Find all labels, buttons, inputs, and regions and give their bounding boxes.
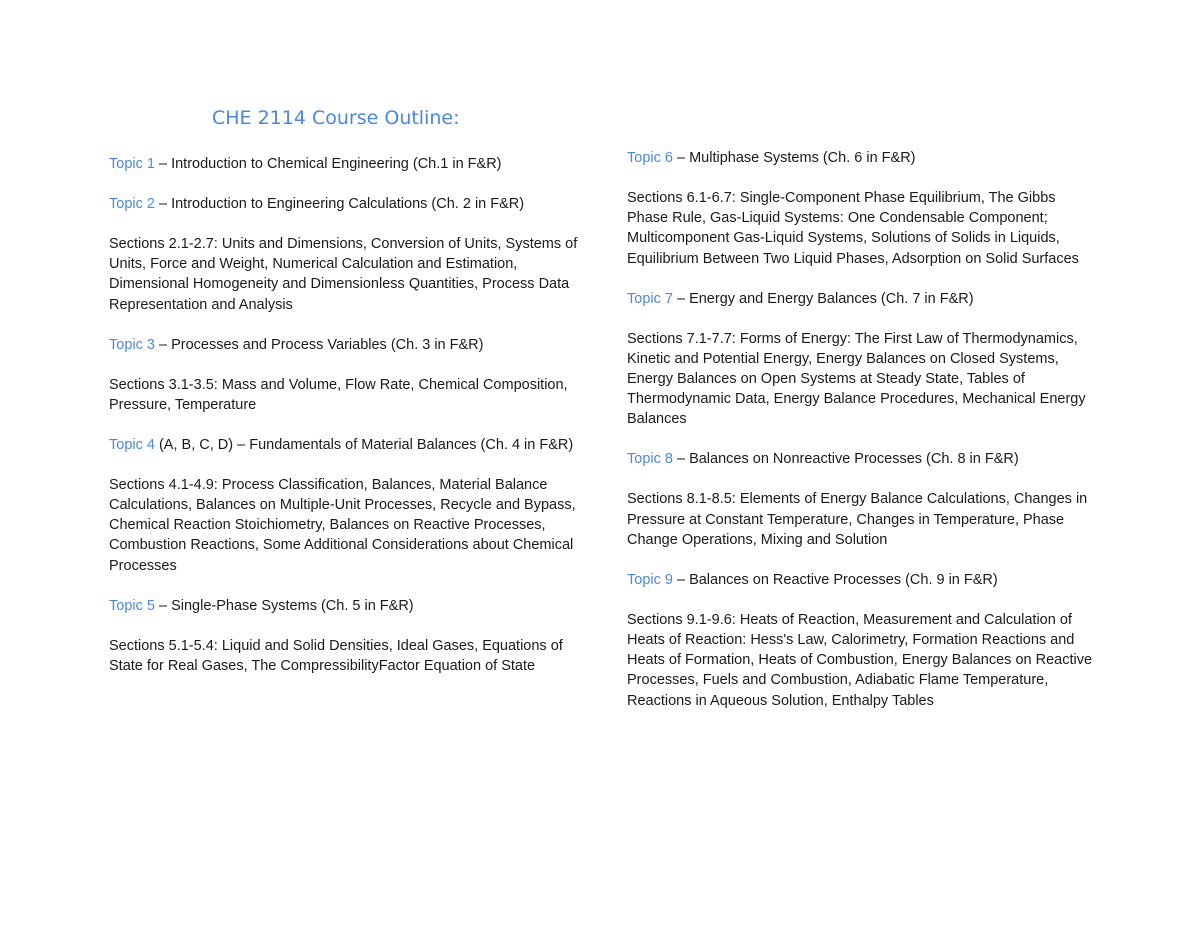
topic-2-heading xyxy=(109,194,579,214)
topic-8-link[interactable]: Topic 8 xyxy=(627,451,673,468)
topic-8-text: – Balances on Nonreactive Processes (Ch. 8 in F&R) xyxy=(672,451,1019,468)
topic-5-heading xyxy=(109,596,579,616)
page-title: CHE 2114 Course Outline: xyxy=(212,107,460,129)
topic-6-text: – Multiphase Systems (Ch. 6 in F&R) xyxy=(672,150,916,166)
topic-3-heading xyxy=(109,335,579,355)
sections-7-description: Sections 7.1-7.7: Forms of Energy: The First Law of Thermodynamics, Kinetic and Potential Energy, Energy Balances on Closed Systems, Energy Balances on Open Systems at Steady State, Tables of Thermodynamic Data, Energy Balance Procedures, Mechanical Energy Balances xyxy=(627,330,1086,428)
sections-4-description: Sections 4.1-4.9: Process Classification, Balances, Material Balance Calculations, Balances on Multiple-Unit Processes, Recycle and Bypass, Chemical Reaction Stoichiometry, Balances on Reactive Processes, Combustion Reactions, Some Additional Considerations about Chemical Processes xyxy=(109,476,576,574)
right-column xyxy=(627,148,1097,731)
topic-9-heading xyxy=(627,570,1097,590)
sections-6-description: Sections 6.1-6.7: Single-Component Phase Equilibrium, The Gibbs Phase Rule, Gas-Liquid Systems: One Condensable Component; Multicomponent Gas-Liquid Systems, Solutions of Solids in Liquids, Equilibrium Between Two Liquid Phases, Adsorption on Solid Surfaces xyxy=(627,190,1079,267)
topic-1-heading xyxy=(109,154,579,174)
sections-8-description: Sections 8.1-8.5: Elements of Energy Balance Calculations, Changes in Pressure at Constant Temperature, Changes in Temperature, Phase Change Operations, Mixing and Solution xyxy=(627,491,1088,548)
topic-5-text: – Single-Phase Systems (Ch. 5 in F&R) xyxy=(154,597,414,614)
left-column xyxy=(109,154,579,696)
topic-7-heading xyxy=(627,289,1097,309)
topic-5-link[interactable]: Topic 5 xyxy=(109,597,155,614)
topic-3-link[interactable]: Topic 3 xyxy=(109,336,155,353)
sections-2-description: Sections 2.1-2.7: Units and Dimensions, Conversion of Units, Systems of Units, Force and Weight, Numerical Calculation and Estimation, Dimensional Homogeneity and Dimensionless Quantities, Process Data Representation and Analysis xyxy=(109,236,578,313)
topic-1-link[interactable]: Topic 1 xyxy=(109,156,155,172)
topic-9-text: – Balances on Reactive Processes (Ch. 9 in F&R) xyxy=(672,571,998,588)
topic-6-link[interactable]: Topic 6 xyxy=(627,150,673,166)
topic-4-heading xyxy=(109,435,579,455)
topic-8-heading xyxy=(627,449,1097,469)
topic-2-link[interactable]: Topic 2 xyxy=(109,196,155,212)
topic-4-link[interactable]: Topic 4 xyxy=(109,436,155,453)
topic-1-text: – Introduction to Chemical Engineering (Ch.1 in F&R) xyxy=(154,156,502,172)
sections-5-description: Sections 5.1-5.4: Liquid and Solid Densities, Ideal Gases, Equations of State for Real Gases, The CompressibilityFactor Equation of State xyxy=(109,637,563,674)
topic-6-heading xyxy=(627,148,1097,168)
sections-3-description: Sections 3.1-3.5: Mass and Volume, Flow Rate, Chemical Composition, Pressure, Temperature xyxy=(109,376,568,413)
topic-2-text: – Introduction to Engineering Calculations (Ch. 2 in F&R) xyxy=(154,196,525,212)
topic-9-link[interactable]: Topic 9 xyxy=(627,571,673,588)
sections-9-description: Sections 9.1-9.6: Heats of Reaction, Measurement and Calculation of Heats of Reaction: Hess's Law, Calorimetry, Formation Reactions and Heats of Formation, Heats of Combustion, Energy Balances on Reactive Processes, Fuels and Combustion, Adiabatic Flame Temperature, Reactions in Aqueous Solution, Enthalpy Tables xyxy=(627,611,1093,709)
topic-4-text: (A, B, C, D) – Fundamentals of Material Balances (Ch. 4 in F&R) xyxy=(154,436,574,453)
topic-7-text: – Energy and Energy Balances (Ch. 7 in F&R) xyxy=(672,290,974,307)
topic-3-text: – Processes and Process Variables (Ch. 3 in F&R) xyxy=(154,336,484,353)
topic-7-link[interactable]: Topic 7 xyxy=(627,290,673,307)
